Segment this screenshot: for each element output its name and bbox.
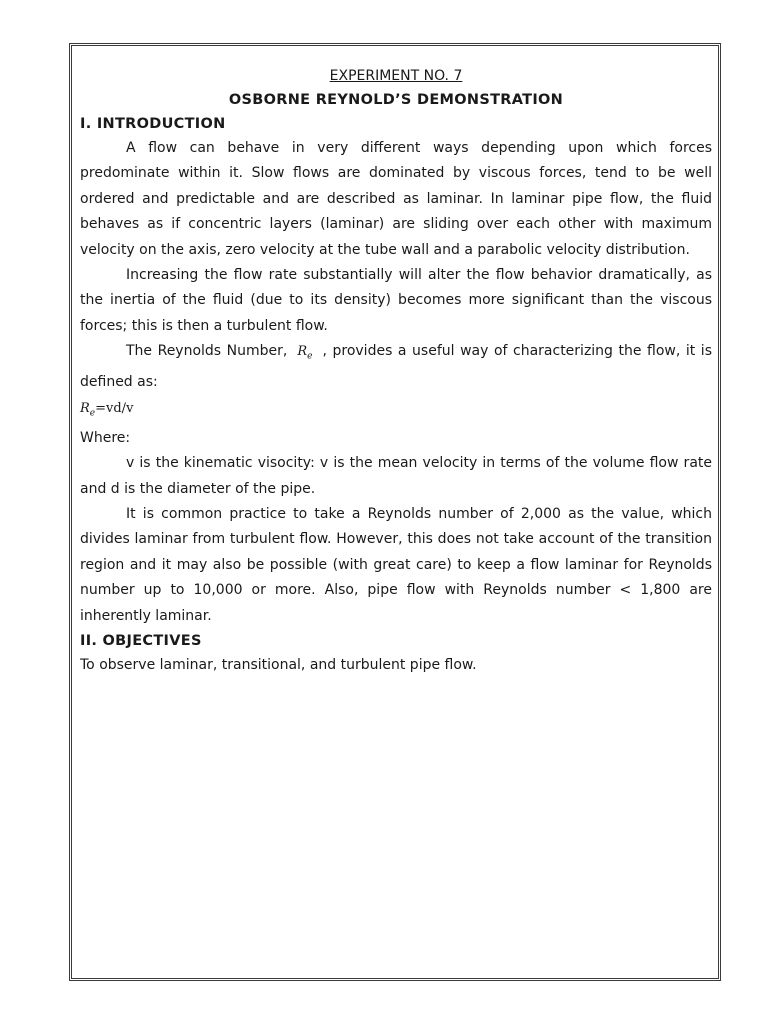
intro-paragraph-2: Increasing the flow rate substantially will alter the flow behavior dramatically, as the inertia of the fluid (due to its density) becomes more significant than the viscous forces; this is then a turbulent flow. (80, 267, 712, 334)
intro-paragraph-3 (80, 339, 712, 395)
where-label: Where: (80, 430, 131, 447)
objectives-heading: II. OBJECTIVES (80, 633, 202, 650)
intro-paragraph-1: A flow can behave in very different ways depending upon which forces predominate within it. Slow flows are dominated by viscous forces, tend to be well ordered and predictable and are described as laminar. In laminar pipe flow, the fluid behaves as if concentric layers (laminar) are sliding over each other with maximum velocity on the axis, zero velocity at the tube wall and a parabolic velocity distribution. (80, 140, 712, 258)
document-title: OSBORNE REYNOLD’S DEMONSTRATION (228, 92, 564, 108)
formula-lhs: $R_e$ (80, 400, 96, 419)
intro-paragraph-3-end: , provides a useful way of characterizing the flow, it is defined as: (80, 343, 712, 391)
experiment-number: EXPERIMENT NO. 7 (329, 68, 463, 84)
intro-paragraph-4: It is common practice to take a Reynolds number of 2,000 as the value, which divides laminar from turbulent flow. However, this does not take account of the transition region and it may also be possible (with great care) to keep a flow laminar for Reynolds number up to 10,000 or more. Also, pipe flow with Reynolds number < 1,800 are inherently laminar. (80, 506, 712, 624)
reynolds-formula (80, 396, 712, 427)
document-body (80, 64, 712, 679)
introduction-heading: I. INTRODUCTION (80, 116, 226, 132)
objectives-text: To observe laminar, transitional, and turbulent pipe flow. (80, 657, 477, 674)
variable-definitions: v is the kinematic visocity: v is the mean velocity in terms of the volume flow rate and d is the diameter of the pipe. (80, 455, 712, 497)
formula-rhs: =vd/v (95, 400, 134, 416)
reynolds-symbol: $R_e$ (297, 344, 313, 362)
intro-paragraph-3-start: The Reynolds Number, (126, 343, 288, 360)
